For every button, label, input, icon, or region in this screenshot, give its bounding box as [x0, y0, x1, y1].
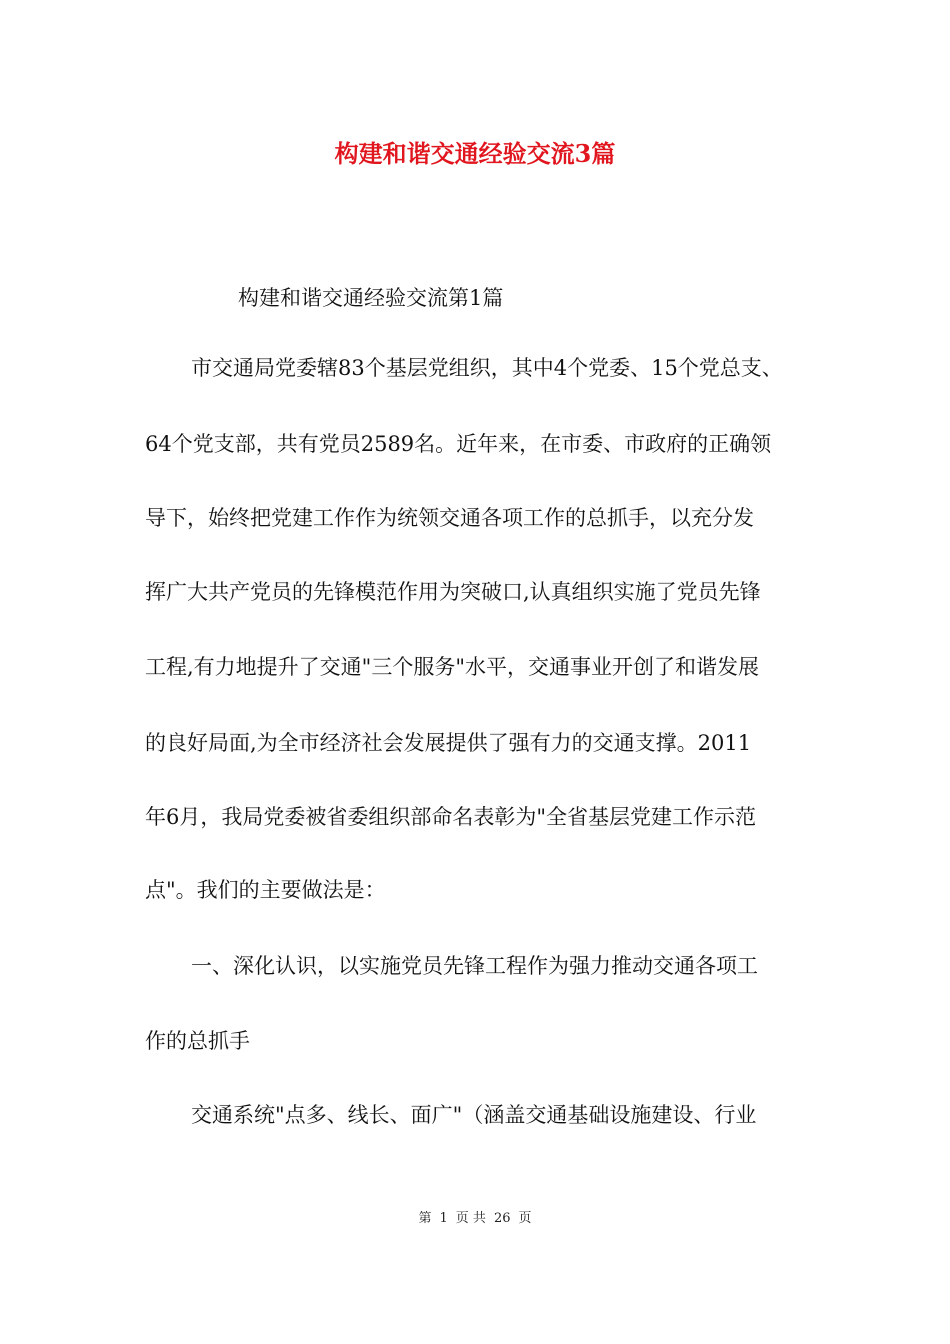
body-line: 导下，始终把党建工作作为统领交通各项工作的总抓手，以充分发 [145, 506, 754, 530]
body-line: 64个党支部，共有党员2589名。近年来，在市委、市政府的正确领 [145, 432, 772, 456]
document-title: 构建和谐交通经验交流3篇 [334, 139, 616, 168]
body-line: 市交通局党委辖83个基层党组织，其中4个党委、15个党总支、 [191, 356, 783, 380]
footer-suffix: 页 [518, 1211, 532, 1226]
body-line: 点"。我们的主要做法是： [145, 878, 386, 902]
footer-prefix: 第 [418, 1211, 432, 1226]
section-heading: 构建和谐交通经验交流第1篇 [238, 286, 504, 310]
footer-total-pages: 26 [493, 1211, 511, 1226]
body-line: 一、深化认识，以实施党员先锋工程作为强力推动交通各项工 [191, 954, 758, 978]
body-line: 的良好局面,为全市经济社会发展提供了强有力的交通支撑。2011 [145, 731, 752, 755]
body-line: 年6月，我局党委被省委组织部命名表彰为"全省基层党建工作示范 [145, 805, 757, 829]
body-line: 工程,有力地提升了交通"三个服务"水平，交通事业开创了和谐发展 [145, 655, 759, 679]
footer-current-page: 1 [439, 1211, 448, 1226]
body-line: 作的总抓手 [145, 1029, 250, 1053]
body-line: 挥广大共产党员的先锋模范作用为突破口,认真组织实施了党员先锋 [145, 580, 761, 604]
footer-middle: 页 共 [455, 1211, 486, 1226]
page-footer [0, 1209, 950, 1229]
body-line: 交通系统"点多、线长、面广"（涵盖交通基础设施建设、行业 [191, 1103, 757, 1127]
